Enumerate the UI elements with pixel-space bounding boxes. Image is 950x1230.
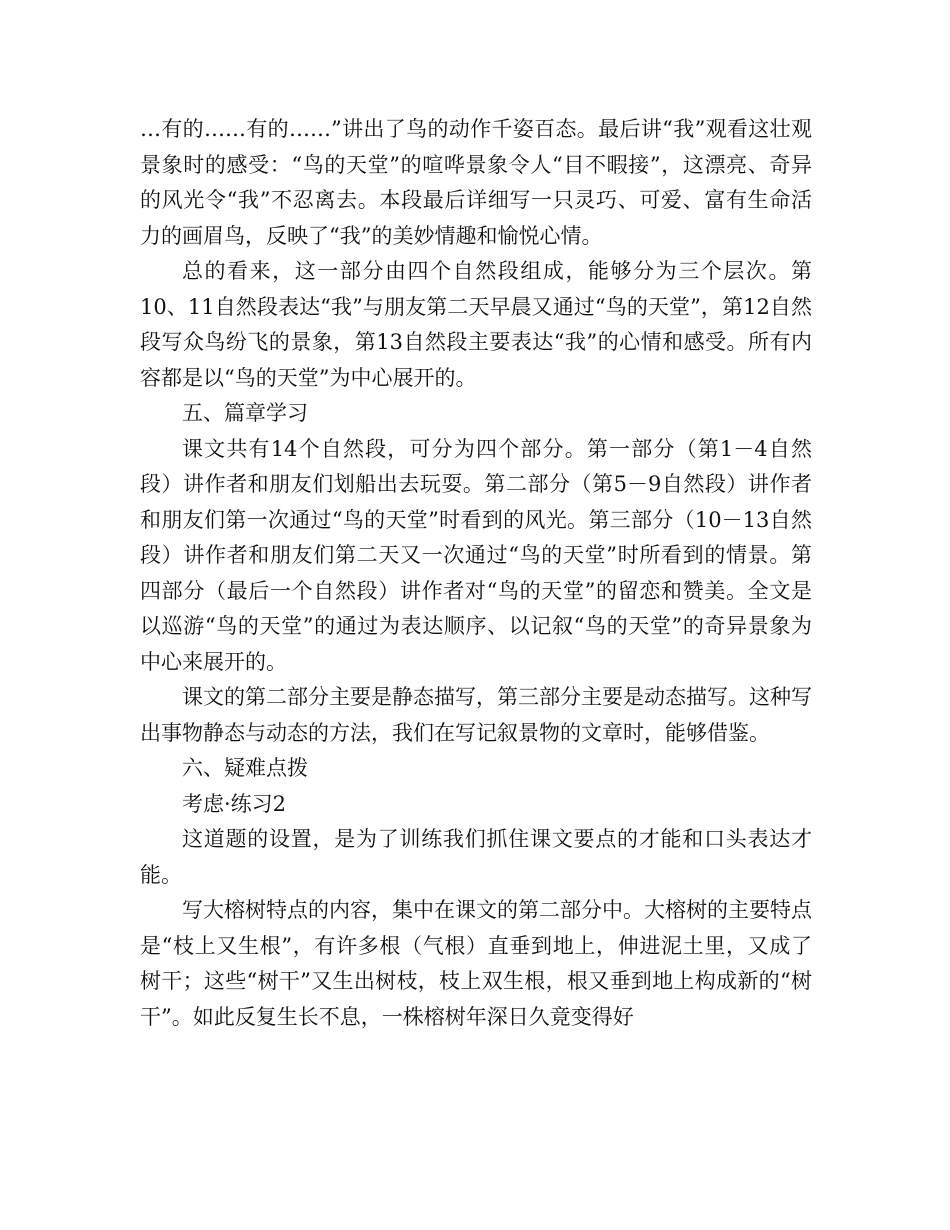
paragraph-6: 写大榕树特点的内容，集中在课文的第二部分中。大榕树的主要特点是“枝上又生根”，有许多根（气根）直垂到地上，伸进泥土里，又成了树干；这些“树干”又生出树枝，枝上双生根，根又垂到地上构成新的“树干”。如此反复生长不息，一株榕树年深日久竟变得好 [140,898,812,1029]
paragraph-2: 总的看来，这一部分由四个自然段组成，能够分为三个层次。第10、11自然段表达“我”与朋友第二天早晨又通过“鸟的天堂”，第12自然段写众鸟纷飞的景象，第13自然段主要表达“我”的心情和感受。所有内容都是以“鸟的天堂”为中心展开的。 [140,259,812,390]
document-body [140,112,812,1035]
paragraph-3: 课文共有14个自然段，可分为四个部分。第一部分（第1－4自然段）讲作者和朋友们划船出去玩耍。第二部分（第5－9自然段）讲作者和朋友们第一次通过“鸟的天堂”时看到的风光。第三部分（10－13自然段）讲作者和朋友们第二天又一次通过“鸟的天堂”时所看到的情景。第四部分（最后一个自然段）讲作者对“鸟的天堂”的留恋和赞美。全文是以巡游“鸟的天堂”的通过为表达顺序、以记叙“鸟的天堂”的奇异景象为中心来展开的。 [140,436,812,674]
paragraph-4: 课文的第二部分主要是静态描写，第三部分主要是动态描写。这种写出事物静态与动态的方法，我们在写记叙景物的文章时，能够借鉴。 [140,685,812,745]
subsection-heading-exercise: 考虑·练习2 [182,791,287,816]
section-heading-6: 六、疑难点拨 [182,756,308,780]
paragraph-5: 这道题的设置，是为了训练我们抓住课文要点的才能和口头表达才能。 [140,827,812,887]
paragraph-1: …有的……有的……”讲出了鸟的动作千姿百态。最后讲“我”观看这壮观景象时的感受：“鸟的天堂”的喧哗景象令人“目不暇接”，这漂亮、奇异的风光令“我”不忍离去。本段最后详细写一只灵巧、可爱、富有生命活力的画眉鸟，反映了“我”的美妙情趣和愉悦心情。 [140,117,812,248]
section-heading-5: 五、篇章学习 [182,401,308,425]
